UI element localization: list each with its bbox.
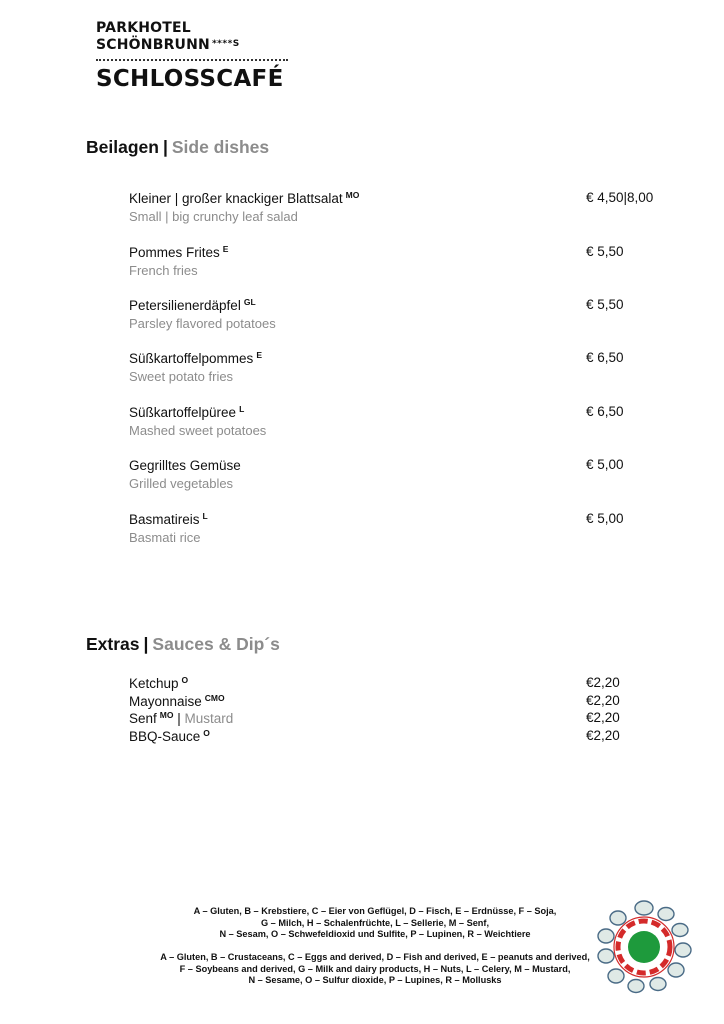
item-name-en: Grilled vegetables bbox=[129, 476, 234, 491]
menu-item bbox=[129, 511, 669, 551]
extra-name-text: Ketchup bbox=[129, 676, 179, 691]
menu-item bbox=[129, 190, 669, 230]
extras-section-title bbox=[86, 634, 280, 655]
extra-price: €2,20 bbox=[586, 693, 620, 708]
extra-name-en: Mustard bbox=[184, 711, 234, 726]
extra-item bbox=[129, 710, 669, 728]
extra-name-text: Mayonnaise bbox=[129, 694, 202, 709]
hotel-logo bbox=[96, 20, 296, 94]
menu-item bbox=[129, 244, 669, 284]
item-name-de bbox=[129, 297, 256, 313]
item-name-text: Pommes Frites bbox=[129, 245, 220, 260]
extra-price: €2,20 bbox=[586, 675, 620, 690]
item-name-en: Basmati rice bbox=[129, 530, 201, 545]
extras-title-separator: | bbox=[143, 634, 149, 654]
extra-item bbox=[129, 693, 669, 711]
item-name-de bbox=[129, 404, 244, 420]
item-price: € 6,50 bbox=[586, 350, 624, 365]
item-name-en: Small | big crunchy leaf salad bbox=[129, 209, 298, 224]
allergen-codes: L bbox=[239, 404, 245, 414]
allergen-codes: CMO bbox=[204, 693, 225, 703]
sides-title-en: Side dishes bbox=[171, 137, 270, 157]
item-name-en: Sweet potato fries bbox=[129, 369, 234, 384]
item-name-text: Petersilienerdäpfel bbox=[129, 298, 241, 313]
allergen-codes: MO bbox=[159, 710, 174, 720]
item-name-text: Gegrilltes Gemüse bbox=[129, 458, 241, 473]
item-price: € 5,50 bbox=[586, 244, 624, 259]
extra-price: €2,20 bbox=[586, 728, 620, 743]
allergen-legend-de bbox=[150, 906, 600, 941]
allergen-codes: O bbox=[203, 728, 210, 738]
extra-name bbox=[129, 693, 225, 709]
allergen-codes: O bbox=[181, 675, 189, 685]
item-name-de bbox=[129, 457, 244, 473]
logo-dotted-divider bbox=[96, 59, 288, 61]
item-name-text: Kleiner | großer knackiger Blattsalat bbox=[129, 191, 343, 206]
item-price: € 5,00 bbox=[586, 457, 624, 472]
allergen-codes: E bbox=[256, 350, 262, 360]
extra-name-text: BBQ-Sauce bbox=[129, 729, 201, 744]
item-name-en: Mashed sweet potatoes bbox=[129, 423, 267, 438]
item-price: € 4,50|8,00 bbox=[586, 190, 654, 205]
extra-item bbox=[129, 675, 669, 693]
legend-line: G – Milch, H – Schalenfrüchte, L – Sellerie, M – Senf, bbox=[260, 917, 490, 928]
extra-name bbox=[129, 728, 210, 744]
menu-item bbox=[129, 404, 669, 444]
item-name-de bbox=[129, 350, 262, 366]
extras-title-en: Sauces & Dip´s bbox=[152, 634, 280, 654]
logo-stars: ****S bbox=[211, 39, 240, 49]
outlet-name: SCHLOSSCAFÉ bbox=[96, 66, 284, 92]
item-price: € 5,50 bbox=[586, 297, 624, 312]
extras-title-de: Extras bbox=[86, 634, 140, 654]
extra-name bbox=[129, 710, 233, 726]
logo-name: SCHÖNBRUNN bbox=[96, 37, 210, 53]
extra-item bbox=[129, 728, 669, 746]
allergen-codes: E bbox=[222, 244, 229, 254]
allergen-codes: L bbox=[202, 511, 208, 521]
item-name-en: French fries bbox=[129, 263, 198, 278]
logo-line-1: PARKHOTEL bbox=[96, 20, 191, 36]
eco-seal-icon bbox=[596, 898, 692, 994]
item-name-de bbox=[129, 244, 228, 260]
legend-line: N – Sesam, O – Schwefeldioxid und Sulfite, P – Lupinen, R – Weichtiere bbox=[219, 929, 531, 939]
sides-title-de: Beilagen bbox=[86, 137, 159, 157]
extra-price: €2,20 bbox=[586, 710, 620, 725]
item-name-text: Süßkartoffelpüree bbox=[129, 405, 237, 420]
menu-item bbox=[129, 457, 669, 497]
item-name-de bbox=[129, 511, 208, 527]
allergen-codes: GL bbox=[243, 297, 256, 307]
extra-separator: | bbox=[177, 711, 181, 726]
allergen-legend-en bbox=[150, 952, 600, 987]
logo-line-2 bbox=[96, 36, 296, 53]
legend-line: A – Gluten, B – Krebstiere, C – Eier von Geflügel, D – Fisch, E – Erdnüsse, F – Soja, bbox=[193, 906, 557, 916]
menu-item bbox=[129, 350, 669, 390]
extra-name-text: Senf bbox=[129, 711, 157, 726]
item-name-en: Parsley flavored potatoes bbox=[129, 316, 276, 331]
legend-line: F – Soybeans and derived, G – Milk and dairy products, H – Nuts, L – Celery, M – Mustard, bbox=[179, 963, 571, 974]
item-price: € 5,00 bbox=[586, 511, 624, 526]
sides-section-title bbox=[86, 137, 269, 158]
item-name-text: Süßkartoffelpommes bbox=[129, 351, 254, 366]
item-name-text: Basmatireis bbox=[129, 512, 200, 527]
legend-line: N – Sesame, O – Sulfur dioxide, P – Lupines, R – Mollusks bbox=[248, 975, 502, 985]
item-price: € 6,50 bbox=[586, 404, 624, 419]
allergen-codes: MO bbox=[345, 190, 360, 200]
legend-line: A – Gluten, B – Crustaceans, C – Eggs and derived, D – Fish and derived, E – peanuts and derived, bbox=[160, 952, 590, 962]
sides-title-separator: | bbox=[162, 137, 168, 157]
extra-name bbox=[129, 675, 188, 691]
item-name-de bbox=[129, 190, 359, 206]
menu-item bbox=[129, 297, 669, 337]
